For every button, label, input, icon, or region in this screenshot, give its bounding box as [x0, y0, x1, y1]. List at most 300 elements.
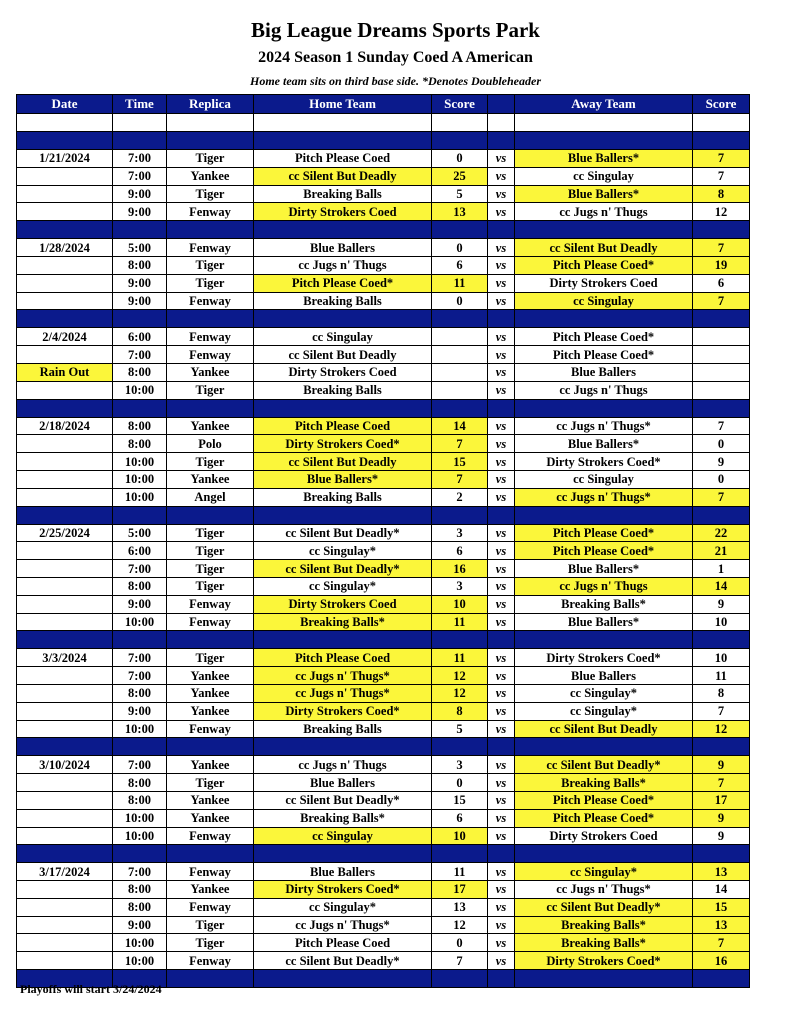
replica-cell: Tiger — [167, 774, 254, 792]
date-cell: 2/25/2024 — [17, 524, 113, 542]
replica-cell: Fenway — [167, 346, 254, 364]
vs-cell: vs — [488, 577, 515, 595]
home-score-cell: 7 — [432, 952, 488, 970]
away-score-cell: 13 — [693, 916, 750, 934]
date-cell — [17, 613, 113, 631]
time-cell: 8:00 — [113, 791, 167, 809]
away-score-cell — [693, 346, 750, 364]
time-cell: 9:00 — [113, 916, 167, 934]
home-team-cell: cc Singulay* — [254, 898, 432, 916]
col-header-away-team: Away Team — [515, 95, 693, 114]
date-cell — [17, 934, 113, 952]
home-team-cell: cc Singulay — [254, 328, 432, 346]
replica-cell: Fenway — [167, 898, 254, 916]
away-team-cell: Dirty Strokers Coed* — [515, 453, 693, 471]
away-score-cell: 6 — [693, 274, 750, 292]
table-row — [17, 524, 750, 542]
away-score-cell: 7 — [693, 488, 750, 506]
away-score-cell: 10 — [693, 649, 750, 667]
away-team-cell: Pitch Please Coed* — [515, 542, 693, 560]
week-separator-row — [17, 738, 750, 756]
week-separator-row — [17, 132, 750, 150]
time-cell: 10:00 — [113, 934, 167, 952]
home-team-cell: cc Silent But Deadly* — [254, 791, 432, 809]
home-team-cell: Dirty Strokers Coed — [254, 595, 432, 613]
vs-cell: vs — [488, 667, 515, 685]
home-team-cell: Dirty Strokers Coed — [254, 203, 432, 221]
table-row — [17, 595, 750, 613]
home-score-cell: 10 — [432, 827, 488, 845]
table-row — [17, 417, 750, 435]
replica-cell: Yankee — [167, 702, 254, 720]
replica-cell: Yankee — [167, 881, 254, 899]
home-score-cell: 11 — [432, 274, 488, 292]
time-cell: 8:00 — [113, 684, 167, 702]
replica-cell: Tiger — [167, 256, 254, 274]
table-row — [17, 488, 750, 506]
time-cell: 10:00 — [113, 381, 167, 399]
table-row — [17, 774, 750, 792]
table-header-row — [17, 95, 750, 114]
vs-cell: vs — [488, 150, 515, 168]
replica-cell: Yankee — [167, 684, 254, 702]
playoffs-note: Playoffs will start 3/24/2024 — [20, 982, 162, 996]
away-score-cell: 14 — [693, 577, 750, 595]
week-separator-row — [17, 631, 750, 649]
time-cell: 7:00 — [113, 863, 167, 881]
replica-cell: Fenway — [167, 203, 254, 221]
away-team-cell: Pitch Please Coed* — [515, 524, 693, 542]
table-row — [17, 292, 750, 310]
vs-cell: vs — [488, 470, 515, 488]
vs-cell: vs — [488, 595, 515, 613]
away-score-cell: 9 — [693, 827, 750, 845]
col-header-away-score: Score — [693, 95, 750, 114]
time-cell: 9:00 — [113, 185, 167, 203]
date-cell — [17, 560, 113, 578]
replica-cell: Yankee — [167, 809, 254, 827]
vs-cell: vs — [488, 756, 515, 774]
home-score-cell: 12 — [432, 667, 488, 685]
replica-cell: Fenway — [167, 292, 254, 310]
replica-cell: Tiger — [167, 649, 254, 667]
home-score-cell: 5 — [432, 720, 488, 738]
vs-cell: vs — [488, 328, 515, 346]
home-team-cell: Pitch Please Coed — [254, 417, 432, 435]
home-score-cell: 11 — [432, 649, 488, 667]
home-score-cell: 14 — [432, 417, 488, 435]
table-row — [17, 881, 750, 899]
replica-cell: Tiger — [167, 381, 254, 399]
away-team-cell: cc Singulay — [515, 470, 693, 488]
replica-cell: Tiger — [167, 274, 254, 292]
away-score-cell: 13 — [693, 863, 750, 881]
table-row — [17, 702, 750, 720]
away-score-cell: 9 — [693, 809, 750, 827]
home-score-cell: 0 — [432, 150, 488, 168]
replica-cell: Fenway — [167, 595, 254, 613]
home-score-cell: 17 — [432, 881, 488, 899]
week-separator-row — [17, 845, 750, 863]
col-header-home-score: Score — [432, 95, 488, 114]
away-team-cell: cc Jugs n' Thugs* — [515, 881, 693, 899]
table-row — [17, 363, 750, 381]
time-cell: 8:00 — [113, 898, 167, 916]
home-score-cell: 0 — [432, 774, 488, 792]
table-row — [17, 863, 750, 881]
week-separator-row — [17, 506, 750, 524]
home-score-cell: 6 — [432, 809, 488, 827]
time-cell: 10:00 — [113, 488, 167, 506]
vs-cell: vs — [488, 881, 515, 899]
replica-cell: Yankee — [167, 791, 254, 809]
away-score-cell — [693, 363, 750, 381]
date-cell: 2/18/2024 — [17, 417, 113, 435]
date-cell — [17, 453, 113, 471]
away-score-cell: 17 — [693, 791, 750, 809]
home-score-cell: 5 — [432, 185, 488, 203]
date-cell — [17, 542, 113, 560]
table-row — [17, 346, 750, 364]
away-score-cell: 21 — [693, 542, 750, 560]
home-team-cell: cc Silent But Deadly — [254, 167, 432, 185]
replica-cell: Tiger — [167, 453, 254, 471]
home-team-cell: Breaking Balls — [254, 488, 432, 506]
home-team-cell: Breaking Balls* — [254, 613, 432, 631]
away-score-cell: 1 — [693, 560, 750, 578]
week-separator-row — [17, 310, 750, 328]
schedule-table — [16, 94, 750, 988]
home-score-cell: 3 — [432, 524, 488, 542]
table-row — [17, 150, 750, 168]
table-row — [17, 684, 750, 702]
away-team-cell: Pitch Please Coed* — [515, 809, 693, 827]
home-team-cell: cc Jugs n' Thugs* — [254, 684, 432, 702]
vs-cell: vs — [488, 292, 515, 310]
replica-cell: Fenway — [167, 239, 254, 257]
date-cell — [17, 595, 113, 613]
home-team-cell: cc Jugs n' Thugs — [254, 256, 432, 274]
home-score-cell: 0 — [432, 292, 488, 310]
vs-cell: vs — [488, 560, 515, 578]
home-team-cell: Breaking Balls* — [254, 809, 432, 827]
away-team-cell: cc Silent But Deadly* — [515, 898, 693, 916]
date-cell — [17, 881, 113, 899]
away-team-cell: Dirty Strokers Coed* — [515, 952, 693, 970]
time-cell: 5:00 — [113, 524, 167, 542]
replica-cell: Tiger — [167, 560, 254, 578]
col-header-time: Time — [113, 95, 167, 114]
home-score-cell: 11 — [432, 613, 488, 631]
home-team-cell: Pitch Please Coed* — [254, 274, 432, 292]
date-cell — [17, 916, 113, 934]
vs-cell: vs — [488, 827, 515, 845]
replica-cell: Yankee — [167, 756, 254, 774]
time-cell: 7:00 — [113, 560, 167, 578]
week-separator-row — [17, 221, 750, 239]
home-team-cell: Breaking Balls — [254, 381, 432, 399]
home-score-cell — [432, 381, 488, 399]
home-score-cell — [432, 346, 488, 364]
replica-cell: Fenway — [167, 613, 254, 631]
table-row — [17, 916, 750, 934]
replica-cell: Polo — [167, 435, 254, 453]
vs-cell: vs — [488, 863, 515, 881]
replica-cell: Tiger — [167, 916, 254, 934]
vs-cell: vs — [488, 417, 515, 435]
away-team-cell: Blue Ballers* — [515, 435, 693, 453]
home-score-cell: 3 — [432, 577, 488, 595]
replica-cell: Tiger — [167, 934, 254, 952]
away-team-cell: cc Singulay — [515, 292, 693, 310]
home-team-cell: Dirty Strokers Coed* — [254, 435, 432, 453]
home-score-cell — [432, 363, 488, 381]
home-score-cell: 7 — [432, 435, 488, 453]
away-score-cell: 0 — [693, 435, 750, 453]
date-cell — [17, 435, 113, 453]
home-score-cell: 6 — [432, 256, 488, 274]
away-team-cell: Blue Ballers* — [515, 560, 693, 578]
vs-cell: vs — [488, 256, 515, 274]
vs-cell: vs — [488, 898, 515, 916]
time-cell: 8:00 — [113, 881, 167, 899]
away-score-cell: 8 — [693, 684, 750, 702]
date-cell — [17, 809, 113, 827]
away-score-cell: 8 — [693, 185, 750, 203]
document-title: Big League Dreams Sports Park — [251, 18, 540, 42]
replica-cell: Angel — [167, 488, 254, 506]
home-score-cell: 6 — [432, 542, 488, 560]
replica-cell: Tiger — [167, 185, 254, 203]
home-team-cell: Blue Ballers — [254, 774, 432, 792]
date-cell — [17, 167, 113, 185]
table-row — [17, 435, 750, 453]
away-score-cell: 15 — [693, 898, 750, 916]
away-team-cell: Pitch Please Coed* — [515, 346, 693, 364]
home-team-cell: cc Jugs n' Thugs* — [254, 667, 432, 685]
home-score-cell: 0 — [432, 934, 488, 952]
date-cell — [17, 720, 113, 738]
away-score-cell: 7 — [693, 934, 750, 952]
away-score-cell: 16 — [693, 952, 750, 970]
away-team-cell: Dirty Strokers Coed — [515, 827, 693, 845]
vs-cell: vs — [488, 435, 515, 453]
table-row — [17, 560, 750, 578]
table-row — [17, 577, 750, 595]
away-team-cell: cc Silent But Deadly — [515, 239, 693, 257]
date-cell — [17, 185, 113, 203]
vs-cell: vs — [488, 381, 515, 399]
vs-cell: vs — [488, 702, 515, 720]
date-cell — [17, 952, 113, 970]
time-cell: 6:00 — [113, 328, 167, 346]
away-score-cell: 7 — [693, 150, 750, 168]
date-cell — [17, 577, 113, 595]
time-cell: 10:00 — [113, 470, 167, 488]
away-score-cell: 0 — [693, 470, 750, 488]
time-cell: 10:00 — [113, 720, 167, 738]
time-cell: 10:00 — [113, 827, 167, 845]
vs-cell: vs — [488, 649, 515, 667]
home-team-cell: Dirty Strokers Coed* — [254, 702, 432, 720]
away-team-cell: Breaking Balls* — [515, 774, 693, 792]
away-score-cell: 7 — [693, 239, 750, 257]
home-team-cell: cc Jugs n' Thugs* — [254, 916, 432, 934]
home-score-cell: 15 — [432, 453, 488, 471]
date-cell: 3/17/2024 — [17, 863, 113, 881]
time-cell: 8:00 — [113, 577, 167, 595]
vs-cell: vs — [488, 346, 515, 364]
table-row — [17, 256, 750, 274]
home-score-cell: 7 — [432, 470, 488, 488]
vs-cell: vs — [488, 203, 515, 221]
vs-cell: vs — [488, 613, 515, 631]
blank-row — [17, 114, 750, 132]
time-cell: 9:00 — [113, 595, 167, 613]
time-cell: 7:00 — [113, 167, 167, 185]
away-team-cell: cc Silent But Deadly — [515, 720, 693, 738]
table-row — [17, 542, 750, 560]
replica-cell: Yankee — [167, 363, 254, 381]
home-team-cell: cc Silent But Deadly* — [254, 560, 432, 578]
date-cell: 3/3/2024 — [17, 649, 113, 667]
table-row — [17, 453, 750, 471]
time-cell: 7:00 — [113, 346, 167, 364]
date-cell: 3/10/2024 — [17, 756, 113, 774]
away-team-cell: Pitch Please Coed* — [515, 256, 693, 274]
time-cell: 9:00 — [113, 702, 167, 720]
away-score-cell: 9 — [693, 595, 750, 613]
away-team-cell: Breaking Balls* — [515, 934, 693, 952]
date-cell — [17, 292, 113, 310]
replica-cell: Tiger — [167, 577, 254, 595]
home-team-cell: cc Silent But Deadly* — [254, 524, 432, 542]
away-team-cell: cc Jugs n' Thugs — [515, 577, 693, 595]
date-cell — [17, 203, 113, 221]
table-row — [17, 470, 750, 488]
home-score-cell — [432, 328, 488, 346]
table-row — [17, 720, 750, 738]
vs-cell: vs — [488, 952, 515, 970]
home-team-cell: Breaking Balls — [254, 292, 432, 310]
table-row — [17, 613, 750, 631]
document-subtitle: 2024 Season 1 Sunday Coed A American — [258, 49, 533, 66]
home-team-cell: cc Jugs n' Thugs — [254, 756, 432, 774]
time-cell: 9:00 — [113, 292, 167, 310]
home-team-cell: cc Singulay* — [254, 577, 432, 595]
time-cell: 10:00 — [113, 613, 167, 631]
time-cell: 8:00 — [113, 435, 167, 453]
table-row — [17, 791, 750, 809]
vs-cell: vs — [488, 720, 515, 738]
table-row — [17, 381, 750, 399]
time-cell: 10:00 — [113, 453, 167, 471]
away-team-cell: Pitch Please Coed* — [515, 328, 693, 346]
home-score-cell: 11 — [432, 863, 488, 881]
home-score-cell: 25 — [432, 167, 488, 185]
away-team-cell: Pitch Please Coed* — [515, 791, 693, 809]
vs-cell: vs — [488, 809, 515, 827]
away-score-cell: 7 — [693, 292, 750, 310]
time-cell: 6:00 — [113, 542, 167, 560]
away-score-cell: 7 — [693, 702, 750, 720]
time-cell: 8:00 — [113, 256, 167, 274]
vs-cell: vs — [488, 524, 515, 542]
replica-cell: Tiger — [167, 524, 254, 542]
away-score-cell: 9 — [693, 756, 750, 774]
vs-cell: vs — [488, 684, 515, 702]
home-score-cell: 12 — [432, 916, 488, 934]
date-cell — [17, 381, 113, 399]
home-team-cell: cc Silent But Deadly — [254, 346, 432, 364]
doubleheader-note: Home team sits on third base side. *Denotes Doubleheader — [250, 74, 541, 88]
date-cell: 1/21/2024 — [17, 150, 113, 168]
home-team-cell: cc Singulay — [254, 827, 432, 845]
time-cell: 10:00 — [113, 952, 167, 970]
away-team-cell: cc Jugs n' Thugs* — [515, 417, 693, 435]
time-cell: 7:00 — [113, 649, 167, 667]
away-score-cell: 9 — [693, 453, 750, 471]
home-team-cell: cc Silent But Deadly* — [254, 952, 432, 970]
home-score-cell: 2 — [432, 488, 488, 506]
date-cell — [17, 256, 113, 274]
away-team-cell: Blue Ballers* — [515, 613, 693, 631]
away-team-cell: Blue Ballers — [515, 667, 693, 685]
away-team-cell: cc Silent But Deadly* — [515, 756, 693, 774]
replica-cell: Fenway — [167, 720, 254, 738]
home-team-cell: Pitch Please Coed — [254, 649, 432, 667]
home-team-cell: Pitch Please Coed — [254, 150, 432, 168]
date-cell: 2/4/2024 — [17, 328, 113, 346]
home-team-cell: Breaking Balls — [254, 185, 432, 203]
col-header-vs — [488, 95, 515, 114]
home-team-cell: Breaking Balls — [254, 720, 432, 738]
table-row — [17, 203, 750, 221]
time-cell: 7:00 — [113, 667, 167, 685]
replica-cell: Fenway — [167, 827, 254, 845]
col-header-date: Date — [17, 95, 113, 114]
home-score-cell: 12 — [432, 684, 488, 702]
away-team-cell: cc Singulay* — [515, 702, 693, 720]
away-score-cell: 7 — [693, 774, 750, 792]
date-cell — [17, 827, 113, 845]
away-team-cell: cc Singulay — [515, 167, 693, 185]
away-team-cell: cc Jugs n' Thugs — [515, 381, 693, 399]
table-row — [17, 898, 750, 916]
table-row — [17, 274, 750, 292]
vs-cell: vs — [488, 934, 515, 952]
table-row — [17, 934, 750, 952]
away-score-cell: 19 — [693, 256, 750, 274]
home-team-cell: Dirty Strokers Coed* — [254, 881, 432, 899]
home-team-cell: cc Singulay* — [254, 542, 432, 560]
vs-cell: vs — [488, 274, 515, 292]
home-team-cell: Blue Ballers* — [254, 470, 432, 488]
vs-cell: vs — [488, 453, 515, 471]
replica-cell: Fenway — [167, 863, 254, 881]
home-team-cell: Dirty Strokers Coed — [254, 363, 432, 381]
away-score-cell: 12 — [693, 203, 750, 221]
table-row — [17, 649, 750, 667]
table-row — [17, 167, 750, 185]
time-cell: 8:00 — [113, 417, 167, 435]
away-team-cell: cc Jugs n' Thugs — [515, 203, 693, 221]
table-row — [17, 952, 750, 970]
away-team-cell: Blue Ballers* — [515, 150, 693, 168]
vs-cell: vs — [488, 185, 515, 203]
date-cell — [17, 667, 113, 685]
home-score-cell: 16 — [432, 560, 488, 578]
